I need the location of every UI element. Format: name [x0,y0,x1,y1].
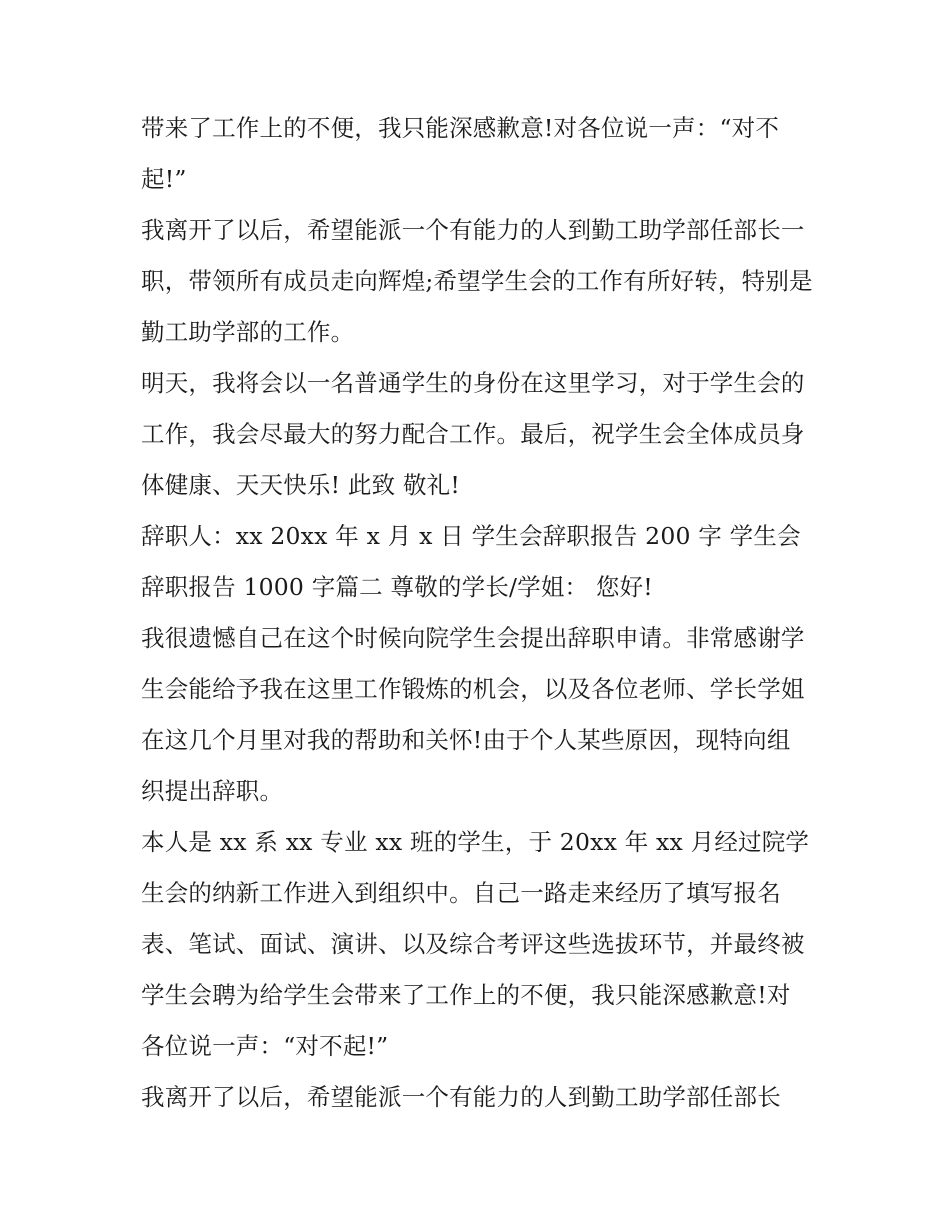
paragraph-resignation-request: 我很遗憾自己在这个时候向院学生会提出辞职申请。非常感谢学生会能给予我在这里工作锻炼的机会，以及各位老师、学长学姐在这几个月里对我的帮助和关怀!由于个人某些原因，现特向组织提出辞职。 [141,624,805,805]
paragraph-apology: 带来了工作上的不便，我只能深感歉意!对各位说一声：“对不起!” [141,114,780,193]
document-body [141,103,813,1123]
paragraph-successor-hope: 我离开了以后，希望能派一个有能力的人到勤工助学部任部长一职，带领所有成员走向辉煌;希望学生会的工作有所好转，特别是勤工助学部的工作。 [141,216,813,346]
paragraph-closing-wishes: 明天，我将会以一名普通学生的身份在这里学习，对于学生会的工作，我会尽最大的努力配合工作。最后，祝学生会全体成员身体健康、天天快乐! 此致 敬礼! [141,369,805,499]
paragraph-background: 本人是 xx 系 xx 专业 xx 班的学生，于 20xx 年 xx 月经过院学生会的纳新工作进入到组织中。自己一路走来经历了填写报名表、笔试、面试、演讲、以及综合考评这些选拔环节，并最终被学生会聘为给学生会带来了工作上的不便，我只能深感歉意!对各位说一声：“对不起!” [141,828,810,1060]
paragraph-signature-and-second-letter: 辞职人：xx 20xx 年 x 月 x 日 学生会辞职报告 200 字 学生会辞职报告 1000 字篇二 尊敬的学长/学姐： 您好! [141,522,801,601]
paragraph-successor-hope-repeat: 我离开了以后，希望能派一个有能力的人到勤工助学部任部长 [141,1083,781,1111]
